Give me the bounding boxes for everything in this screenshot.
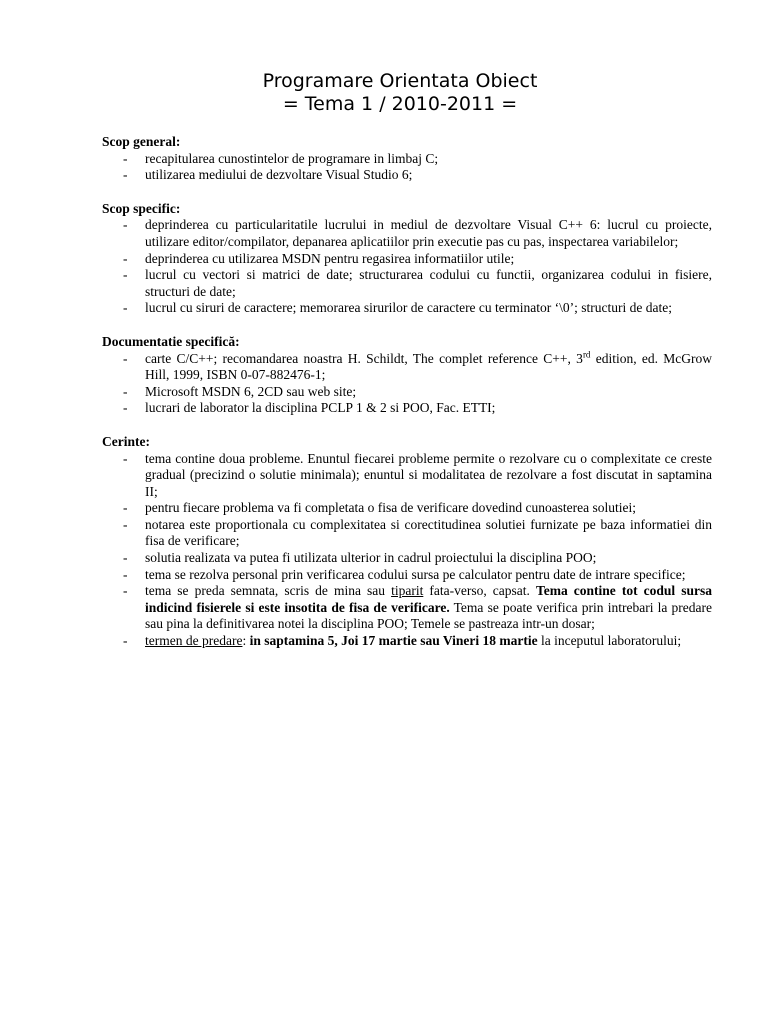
list-item-text: lucrari de laborator la disciplina PCLP 1 & 2 si POO, Fac. ETTI;: [145, 400, 496, 416]
dash-marker: -: [123, 267, 128, 283]
underlined-text: termen de predare: [145, 633, 243, 649]
list-item-text: solutia realizata va putea fi utilizata ulterior in cadrul proiectului la disciplina POO;: [145, 550, 597, 566]
list-item: [102, 400, 712, 417]
list-item: [102, 567, 712, 584]
section-cerinte: [102, 434, 712, 650]
dash-marker: -: [123, 500, 128, 516]
dash-marker: -: [123, 167, 128, 183]
superscript: rd: [582, 349, 591, 360]
bold-text: in saptamina 5, Joi 17 martie sau Vineri 18 martie: [249, 633, 538, 649]
dash-marker: -: [123, 633, 128, 649]
section-scop-specific: [102, 201, 712, 317]
list-item-text: Tema se poate verifica prin intrebari la predare sau pina la definitivarea notei la disciplina POO; Temele se pastreaza intr-un dosar;: [145, 599, 712, 632]
underlined-text: tiparit: [391, 583, 424, 599]
list-item: [102, 550, 712, 567]
document-title: Programare Orientata Obiect: [262, 70, 538, 92]
dash-marker: -: [123, 516, 128, 532]
list-item-text: utilizarea mediului de dezvoltare Visual Studio 6;: [145, 167, 413, 183]
list-item-text: notarea este proportionala cu complexitatea si corectitudinea solutiei furnizate pe baza informatiei din fisa de verificare;: [145, 516, 712, 549]
document-subtitle: = Tema 1 / 2010-2011 =: [282, 93, 518, 115]
list-item: [102, 217, 712, 250]
list-item: [102, 167, 712, 184]
section-heading: Documentatie specifică:: [102, 333, 240, 349]
section-documentatie: [102, 334, 712, 417]
list-item-text: carte C/C++; recomandarea noastra H. Schildt, The complet reference C++, 3: [145, 350, 583, 366]
list-item: [102, 384, 712, 401]
bullet-list: [102, 151, 712, 184]
list-item-text: fata-verso, capsat.: [423, 583, 536, 599]
list-item-text: pentru fiecare problema va fi completata o fisa de verificare dovedind cunoasterea solutiei;: [145, 500, 637, 516]
dash-marker: -: [123, 583, 128, 599]
list-item: [102, 300, 712, 317]
bullet-list: [102, 217, 712, 317]
list-item-text: lucrul cu vectori si matrici de date; structurarea codului cu functii, organizarea codului in fisiere, structuri de date;: [145, 267, 712, 299]
section-scop-general: [102, 134, 712, 184]
bold-text: Tema contine tot codul sursa indicind fisierele si este insotita de fisa de verificare.: [145, 583, 713, 615]
dash-marker: -: [123, 550, 128, 566]
section-heading: Cerinte:: [102, 433, 150, 449]
list-item: [102, 351, 712, 384]
list-item: [102, 251, 712, 268]
section-heading: Scop general:: [102, 134, 181, 149]
list-item-text: Microsoft MSDN 6, 2CD sau web site;: [145, 383, 357, 399]
dash-marker: -: [123, 150, 128, 166]
list-item: [102, 451, 712, 501]
dash-marker: -: [123, 217, 128, 233]
dash-marker: -: [123, 350, 128, 366]
bullet-list: [102, 451, 712, 650]
list-item: [102, 500, 712, 517]
dash-marker: -: [123, 566, 128, 582]
list-item-text: edition, ed. McGrow Hill, 1999, ISBN 0-07-882476-1;: [145, 350, 712, 383]
list-item: [102, 583, 712, 633]
list-item-text: lucrul cu siruri de caractere; memorarea sirurilor de caractere cu terminator ‘\0’; structuri de date;: [145, 300, 672, 316]
list-item: [102, 151, 712, 168]
list-item-text: tema contine doua probleme. Enuntul fiecarei probleme permite o rezolvare cu o complexitate ce creste gradual (precizind o solutie minimala); enuntul si modalitatea de rezolvare a fost discutat in saptamina II;: [145, 450, 712, 499]
list-item: [102, 517, 712, 550]
list-item-text: deprinderea cu particularitatile lucrului in mediul de dezvoltare Visual C++ 6: lucrul cu proiecte, utilizare editor/compilator, depanarea aplicatiilor prin executie pas cu pas, inspectarea variabilelor;: [145, 217, 712, 249]
dash-marker: -: [123, 250, 128, 266]
list-item-text: la inceputul laboratorului;: [537, 633, 682, 649]
dash-marker: -: [123, 450, 128, 466]
dash-marker: -: [123, 400, 128, 416]
list-item-text: tema se rezolva personal prin verificarea codului sursa pe calculator pentru date de intrare specifice;: [145, 566, 686, 582]
list-item: [102, 267, 712, 300]
list-item-text: :: [242, 633, 250, 649]
dash-marker: -: [123, 383, 128, 399]
dash-marker: -: [123, 300, 128, 316]
document-body: [102, 134, 712, 667]
list-item: [102, 633, 712, 650]
bullet-list: [102, 351, 712, 417]
list-item-text: deprinderea cu utilizarea MSDN pentru regasirea informatiilor utile;: [145, 250, 515, 266]
list-item-text: tema se preda semnata, scris de mina sau: [145, 583, 392, 599]
list-item-text: recapitularea cunostintelor de programare in limbaj C;: [145, 150, 439, 166]
section-heading: Scop specific:: [102, 200, 181, 216]
